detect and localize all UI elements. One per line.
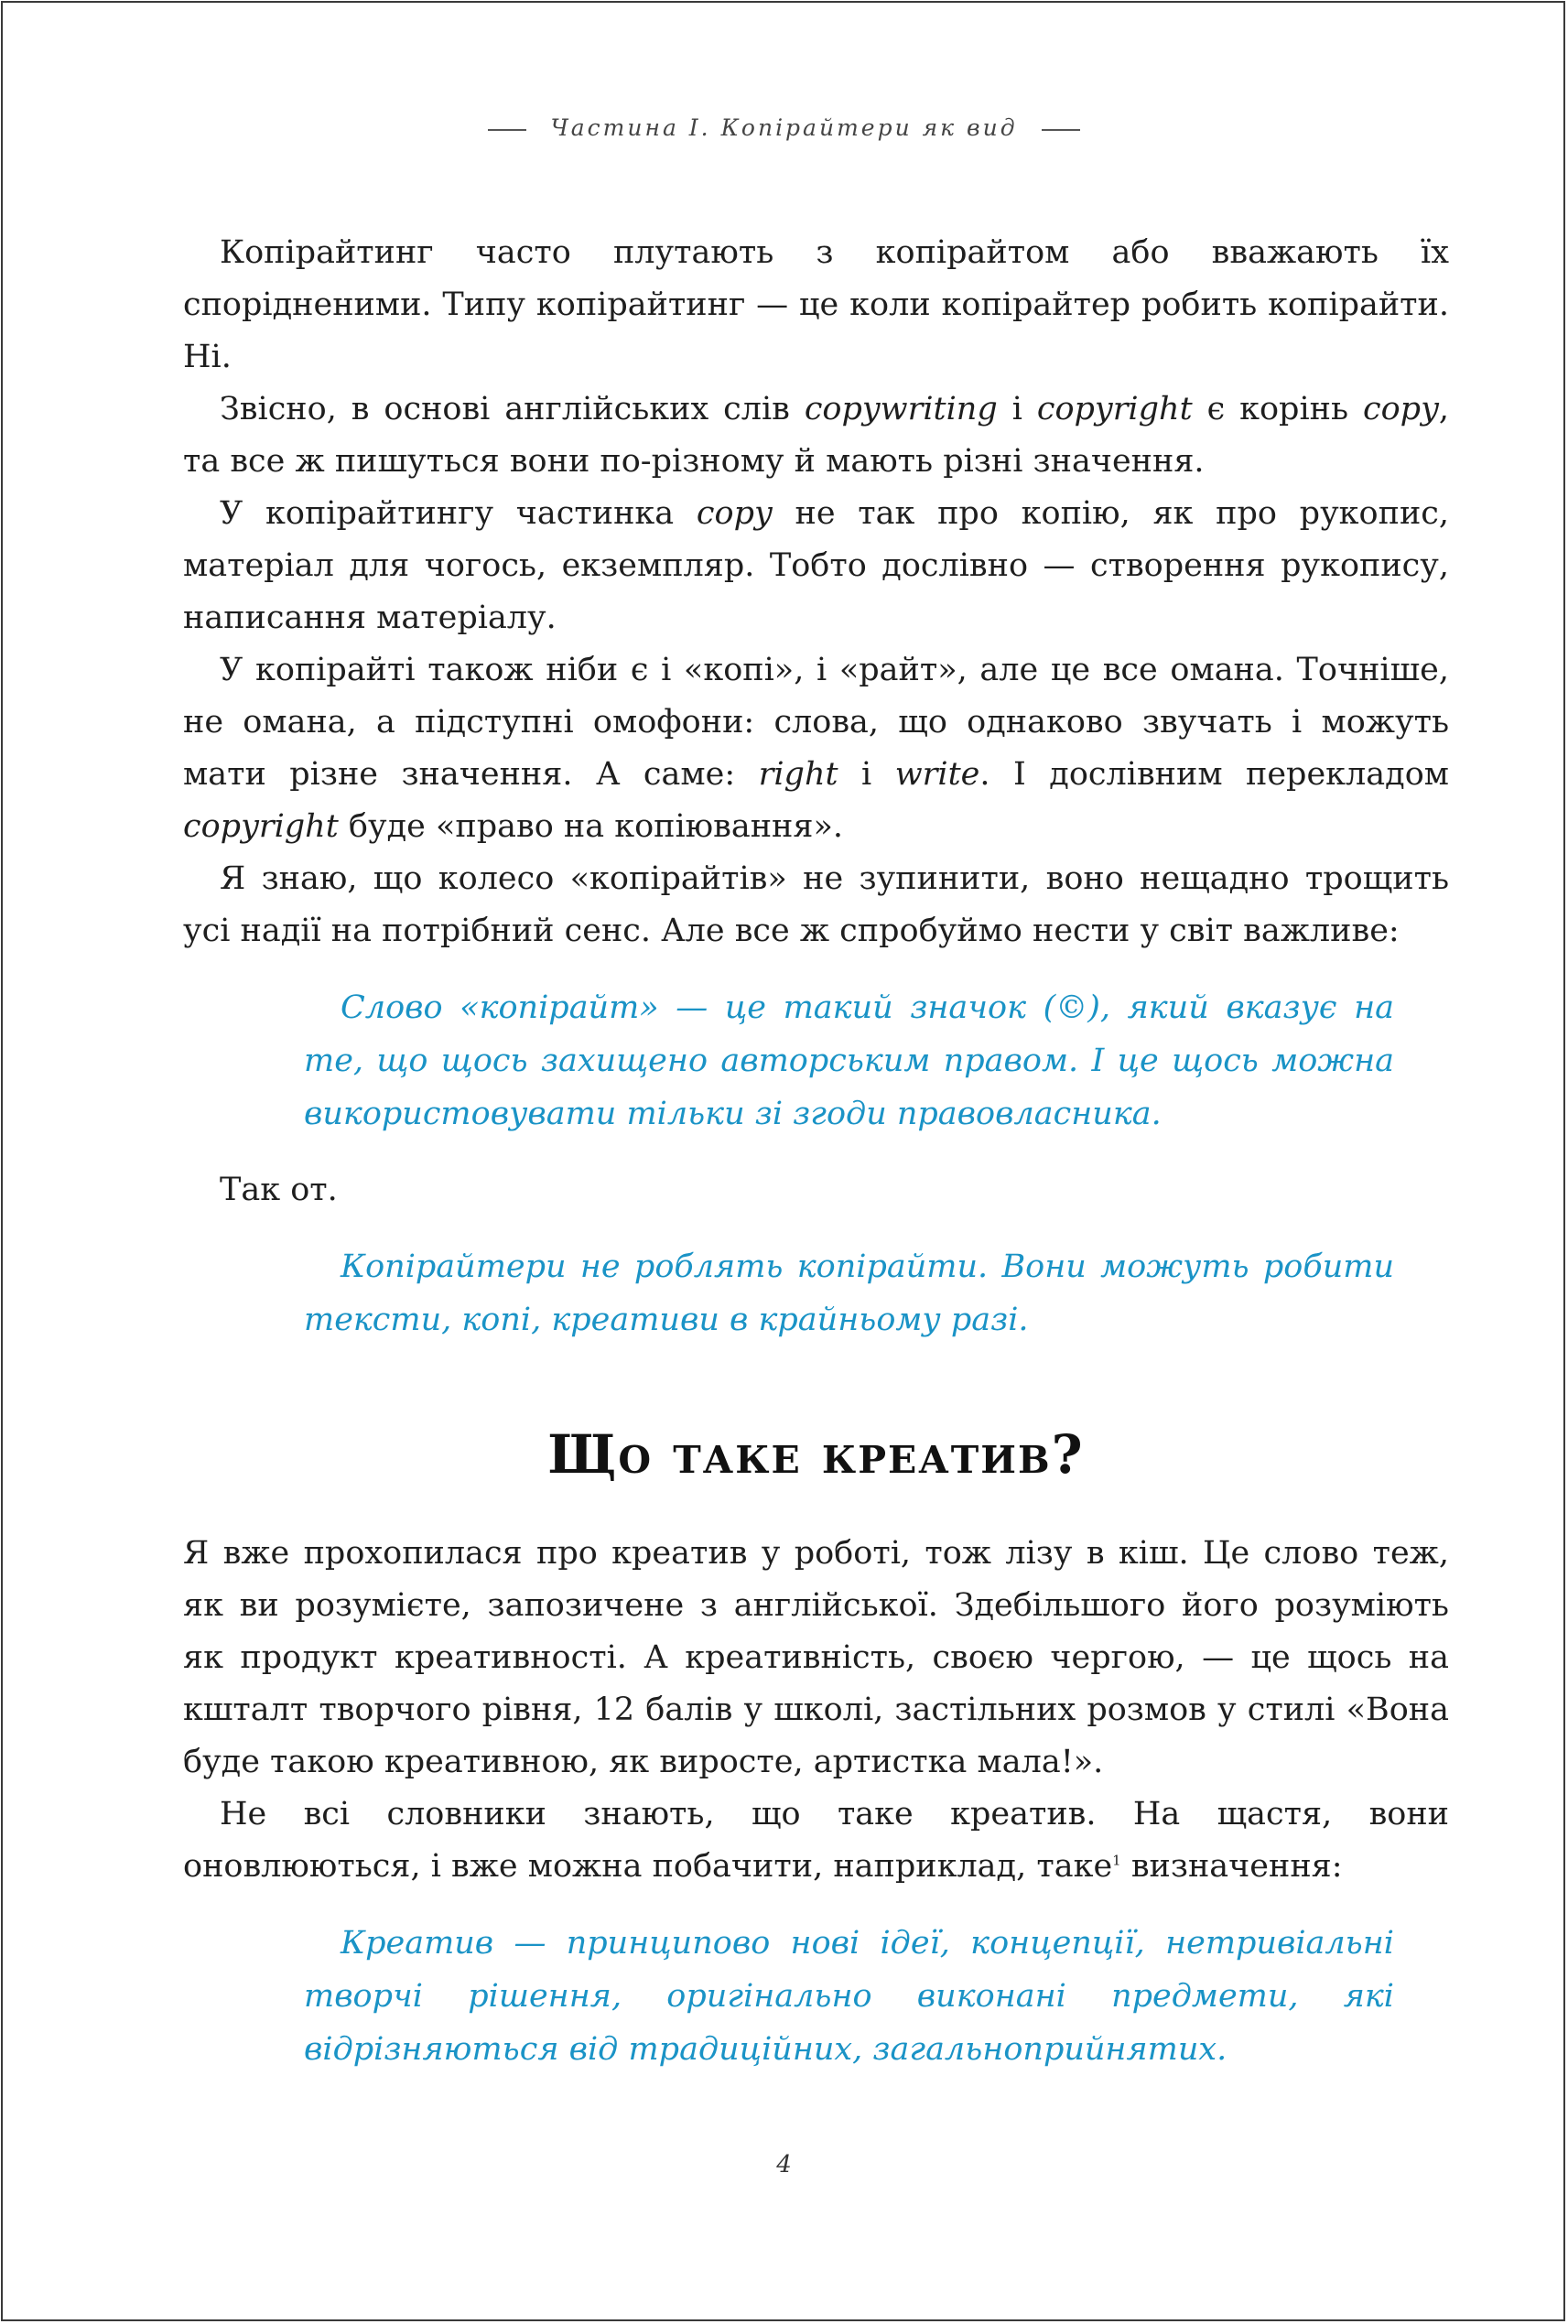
paragraph-2-text-c: є корінь — [1192, 391, 1363, 427]
page-number: 4 — [776, 2151, 792, 2178]
paragraph-3-text-a: У копірайтингу частинка — [220, 495, 697, 532]
paragraph-2-term-copy: copy — [1362, 391, 1439, 427]
paragraph-6: Так от. — [220, 1172, 338, 1208]
paragraph-8-text-a: Не всі словники знають, що таке креатив. На щастя, вони оновлюються, і вже можна побачити, наприклад, таке — [183, 1796, 1449, 1885]
paragraph-4-term-copyright: copyright — [183, 808, 339, 845]
paragraph-8 — [183, 1789, 1449, 1893]
paragraph-2-text-d: , та все ж пишуться вони по-різному й мають різні значення. — [183, 391, 1449, 480]
running-head-rule-right — [1042, 129, 1080, 131]
paragraph-2-text-a: Звісно, в основі англійських слів — [220, 391, 805, 427]
paragraph-8-text-b: визначення: — [1120, 1848, 1343, 1885]
footnote-marker[interactable]: 1 — [1112, 1852, 1121, 1869]
pull-quote-1: Слово «копірайт» — це такий значок (©), який вказує на те, що щось захищено авторським правом. І це щось можна використовувати тільки зі згоди правовласника. — [304, 989, 1394, 1132]
section-heading: Що таке креатив? — [547, 1423, 1085, 1486]
running-head — [0, 114, 1568, 141]
running-head-rule-left — [488, 129, 526, 131]
paragraph-2-term-copyright: copyright — [1036, 391, 1193, 427]
running-head-text: Частина I. Копірайтери як вид — [550, 114, 1018, 141]
paragraph-2-term-copywriting: copywriting — [804, 391, 998, 427]
paragraph-4-text-a: У копірайті також ніби є і «копі», і «райт», але це все омана. Точніше, не омана, а підступні омофони: слова, що однаково звучать і можуть мати різне значення. А саме: — [183, 652, 1449, 793]
paragraph-4 — [183, 644, 1449, 853]
page-content — [183, 227, 1449, 2076]
paragraph-4-term-write: write — [894, 756, 980, 793]
paragraph-3 — [183, 488, 1449, 644]
paragraph-1: Копірайтинг часто плутають з копірайтом або вважають їх спорідненими. Типу копірайтинг — це коли копірайтер робить копірайти. Ні. — [183, 234, 1449, 375]
paragraph-2-text-b: і — [997, 391, 1037, 427]
paragraph-4-term-right: right — [758, 756, 838, 793]
paragraph-5: Я знаю, що колесо «копірайтів» не зупинити, воно нещадно трощить усі надії на потрібний сенс. Але все ж спробуймо нести у світ важливе: — [183, 860, 1449, 949]
paragraph-3-text-b: не так про копію, як про рукопис, матеріал для чогось, екземпляр. Тобто дослівно — створення рукопису, написання матеріалу. — [183, 495, 1449, 636]
pull-quote-2: Копірайтери не роблять копірайти. Вони можуть робити тексти, копі, креативи в крайньому разі. — [304, 1248, 1394, 1338]
pull-quote-3: Креатив — принципово нові ідеї, концепції, нетривіальні творчі рішення, оригінально виконані предмети, які відрізняються від традиційних, загальноприйнятих. — [304, 1925, 1394, 2068]
paragraph-4-text-d: буде «право на копіювання». — [338, 808, 843, 845]
paragraph-4-text-b: і — [838, 756, 895, 793]
paragraph-2 — [183, 384, 1449, 488]
paragraph-3-term-copy: copy — [696, 495, 773, 532]
paragraph-4-text-c: . І дослівним перекладом — [979, 756, 1449, 793]
paragraph-7: Я вже прохопилася про креатив у роботі, тож лізу в кіш. Це слово теж, як ви розумієте, запозичене з англійської. Здебільшого його розуміють як продукт креативності. А креативність, своєю чергою, — це щось на кшталт творчого рівня, 12 балів у школі, застільних розмов у стилі «Вона буде такою креативною, як виросте, артистка мала!». — [183, 1535, 1449, 1780]
